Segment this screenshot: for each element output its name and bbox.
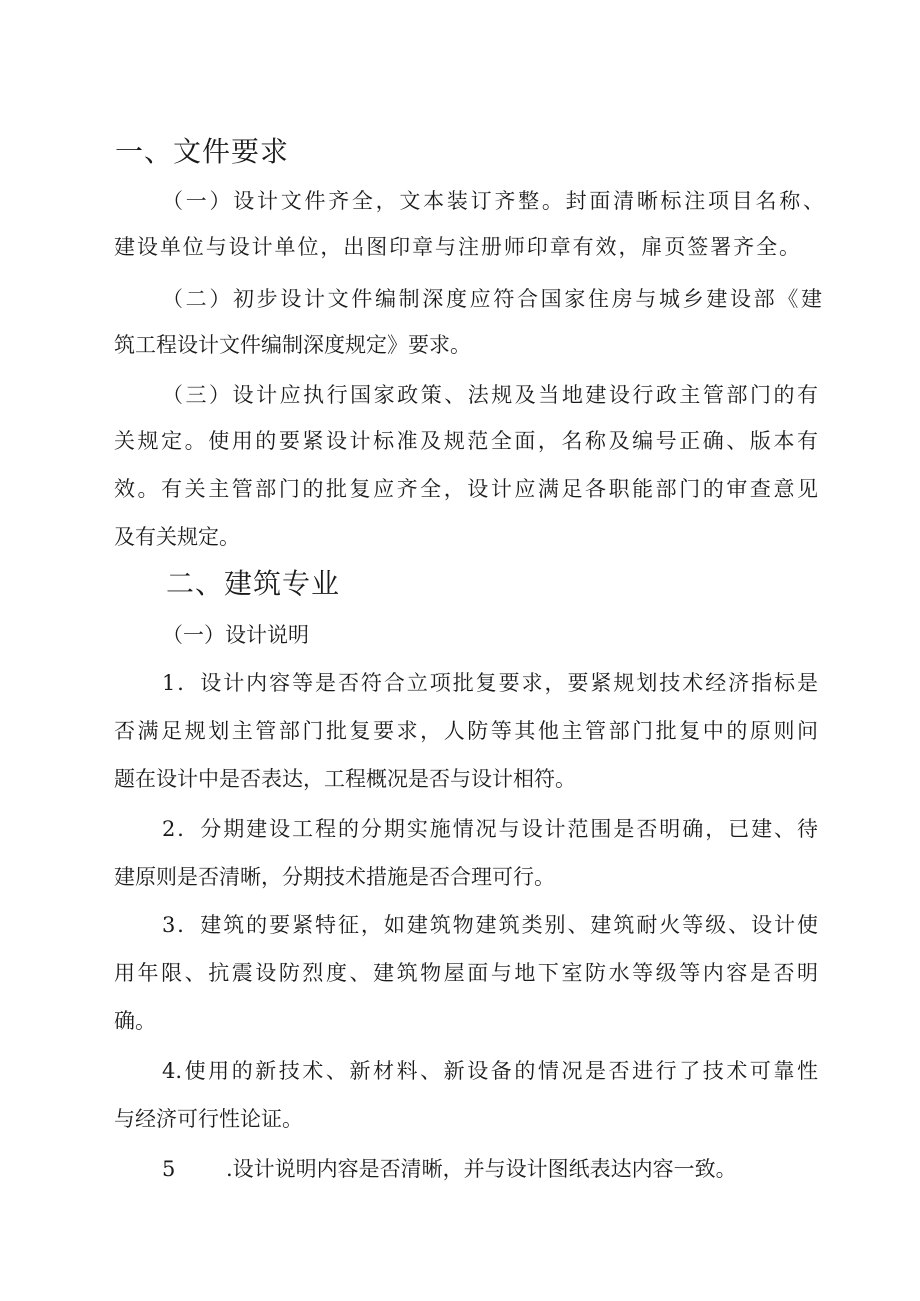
paragraph-line: 关规定。使用的要紧设计标准及规范全面，名称及编号正确、版本有: [114, 429, 818, 453]
paragraph-line: 2．分期建设工程的分期实施情况与设计范围是否明确，已建、待: [162, 817, 818, 841]
list-number: 5: [162, 1157, 176, 1181]
paragraph-line: .设计说明内容是否清晰，并与设计图纸表达内容一致。: [226, 1157, 737, 1181]
paragraph-line: 3．建筑的要紧特征，如建筑物建筑类别、建筑耐火等级、设计使: [162, 913, 818, 937]
paragraph-line: 筑工程设计文件编制深度规定》要求。: [114, 333, 471, 357]
paragraph-line: （二）初步设计文件编制深度应符合国家住房与城乡建设部《建: [162, 287, 822, 311]
paragraph-line: 建设单位与设计单位，出图印章与注册师印章有效，扉页签署齐全。: [114, 235, 800, 259]
paragraph-line: 否满足规划主管部门批复要求，人防等其他主管部门批复中的原则问: [114, 719, 818, 743]
paragraph-line: 建原则是否清晰，分期技术措施是否合理可行。: [114, 865, 555, 889]
section-heading-architecture: 二、建筑专业: [166, 567, 341, 600]
paragraph-line: 题在设计中是否表达，工程概况是否与设计相符。: [114, 767, 576, 791]
paragraph-line: （一）设计文件齐全，文本装订齐整。封面清晰标注项目名称、: [162, 189, 824, 213]
paragraph-line: 确。: [114, 1009, 156, 1033]
paragraph-line: 效。有关主管部门的批复应齐全，设计应满足各职能部门的审查意见: [114, 477, 818, 501]
paragraph-line: 与经济可行性论证。: [114, 1107, 303, 1131]
paragraph-line: 用年限、抗震设防烈度、建筑物屋面与地下室防水等级等内容是否明: [114, 961, 818, 985]
paragraph-line: 4.使用的新技术、新材料、新设备的情况是否进行了技术可靠性: [162, 1059, 818, 1083]
paragraph-line: 及有关规定。: [114, 525, 240, 549]
subsection-heading: （一）设计说明: [162, 623, 309, 647]
paragraph-line: （三）设计应执行国家政策、法规及当地建设行政主管部门的有: [162, 383, 818, 407]
section-heading-file-requirements: 一、文件要求: [115, 135, 290, 168]
paragraph-line: 1．设计内容等是否符合立项批复要求，要紧规划技术经济指标是: [162, 671, 818, 695]
